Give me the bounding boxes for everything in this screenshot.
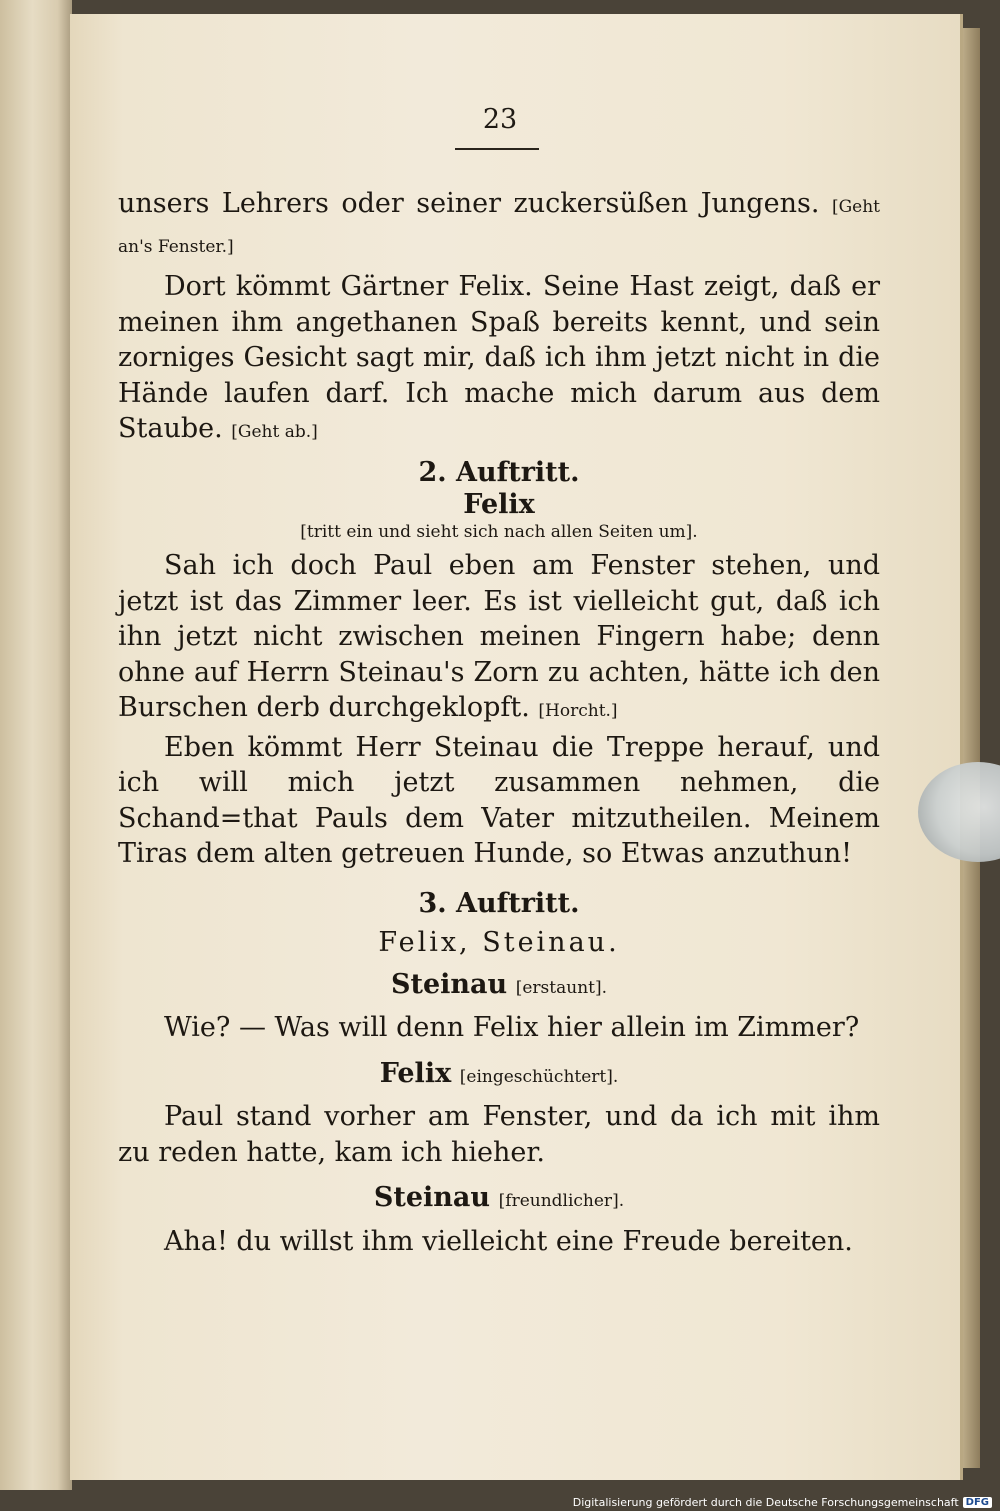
scene-3-stage-1: [erstaunt]. xyxy=(515,977,608,998)
footer-text: Digitalisierung gefördert durch die Deutsche Forschungsgemeinschaft xyxy=(572,1496,959,1509)
scene-2-stage: [tritt ein und sieht sich nach allen Seiten um]. xyxy=(300,522,698,542)
paragraph-2 xyxy=(118,269,880,451)
scene-3-speaker-3: Steinau xyxy=(373,1182,491,1213)
scene-2-speaker: Felix xyxy=(463,489,535,520)
scene-3-heading: 3. Auftritt. xyxy=(418,887,580,919)
paragraph-1 xyxy=(118,186,880,265)
scene-3-characters: Felix, Steinau. xyxy=(378,927,620,958)
scene-2-heading: 2. Auftritt. xyxy=(418,456,580,488)
paragraph-1-text: unsers Lehrers oder seiner zuckersüßen Jungens. xyxy=(118,188,820,219)
stage-direction-2: [Geht ab.] xyxy=(231,422,318,442)
dfg-logo-icon: DFG xyxy=(963,1497,992,1508)
scene-3-paragraph-2: Paul stand vorher am Fenster, und da ich mit ihm zu reden hatte, kam ich hieher. xyxy=(118,1101,880,1168)
page-body xyxy=(118,186,880,1259)
scene-3-stage-2: [eingeschüchtert]. xyxy=(459,1066,619,1087)
scene-2-paragraph-1-text: Sah ich doch Paul eben am Fenster stehen, und jetzt ist das Zimmer leer. Es ist vielleicht gut, daß ich ihn jetzt nicht zwischen meinen Fingern habe; denn ohne auf Herrn Steinau's Zorn zu achten, hätte ich den Burschen derb durchgeklopft. xyxy=(118,550,880,723)
header-rule xyxy=(455,148,539,150)
left-page-edge xyxy=(0,0,72,1490)
scene-3-speaker-3-line xyxy=(118,1180,880,1220)
page-number: 23 xyxy=(482,104,518,135)
scene-3-speaker-2: Felix xyxy=(379,1057,452,1089)
stage-direction-1: [Geht an's Fenster.] xyxy=(118,197,880,257)
scene-3-speaker-1-line xyxy=(118,967,880,1007)
scene-3-paragraph-3: Aha! du willst ihm vielleicht eine Freude bereiten. xyxy=(164,1225,853,1257)
scene-2-paragraph-1 xyxy=(118,548,880,730)
scene-2-paragraph-2: Eben kömmt Herr Steinau die Treppe herauf, und ich will mich jetzt zusammen nehmen, die Schand=that Pauls dem Vater mitzutheilen. Meinem Tiras dem alten getreuen Hunde, so Etwas anzuthun! xyxy=(118,731,880,869)
scene-2-stage-2: [Horcht.] xyxy=(538,701,618,721)
scene-3-speaker-2-line xyxy=(118,1056,880,1096)
scene-3-stage-3: [freundlicher]. xyxy=(498,1191,625,1211)
paragraph-2-text: Dort kömmt Gärtner Felix. Seine Hast zeigt, daß er meinen ihm angethanen Spaß bereits kennt, und sein zorniges Gesicht sagt mir, daß ich ihm jetzt nicht in die Hände laufen darf. Ich mache mich darum aus dem Staube. xyxy=(118,271,880,444)
scene-3-speaker-1: Steinau xyxy=(390,968,508,1000)
digitization-footer xyxy=(573,1496,992,1509)
scene-3-paragraph-1: Wie? — Was will denn Felix hier allein im Zimmer? xyxy=(164,1012,860,1043)
